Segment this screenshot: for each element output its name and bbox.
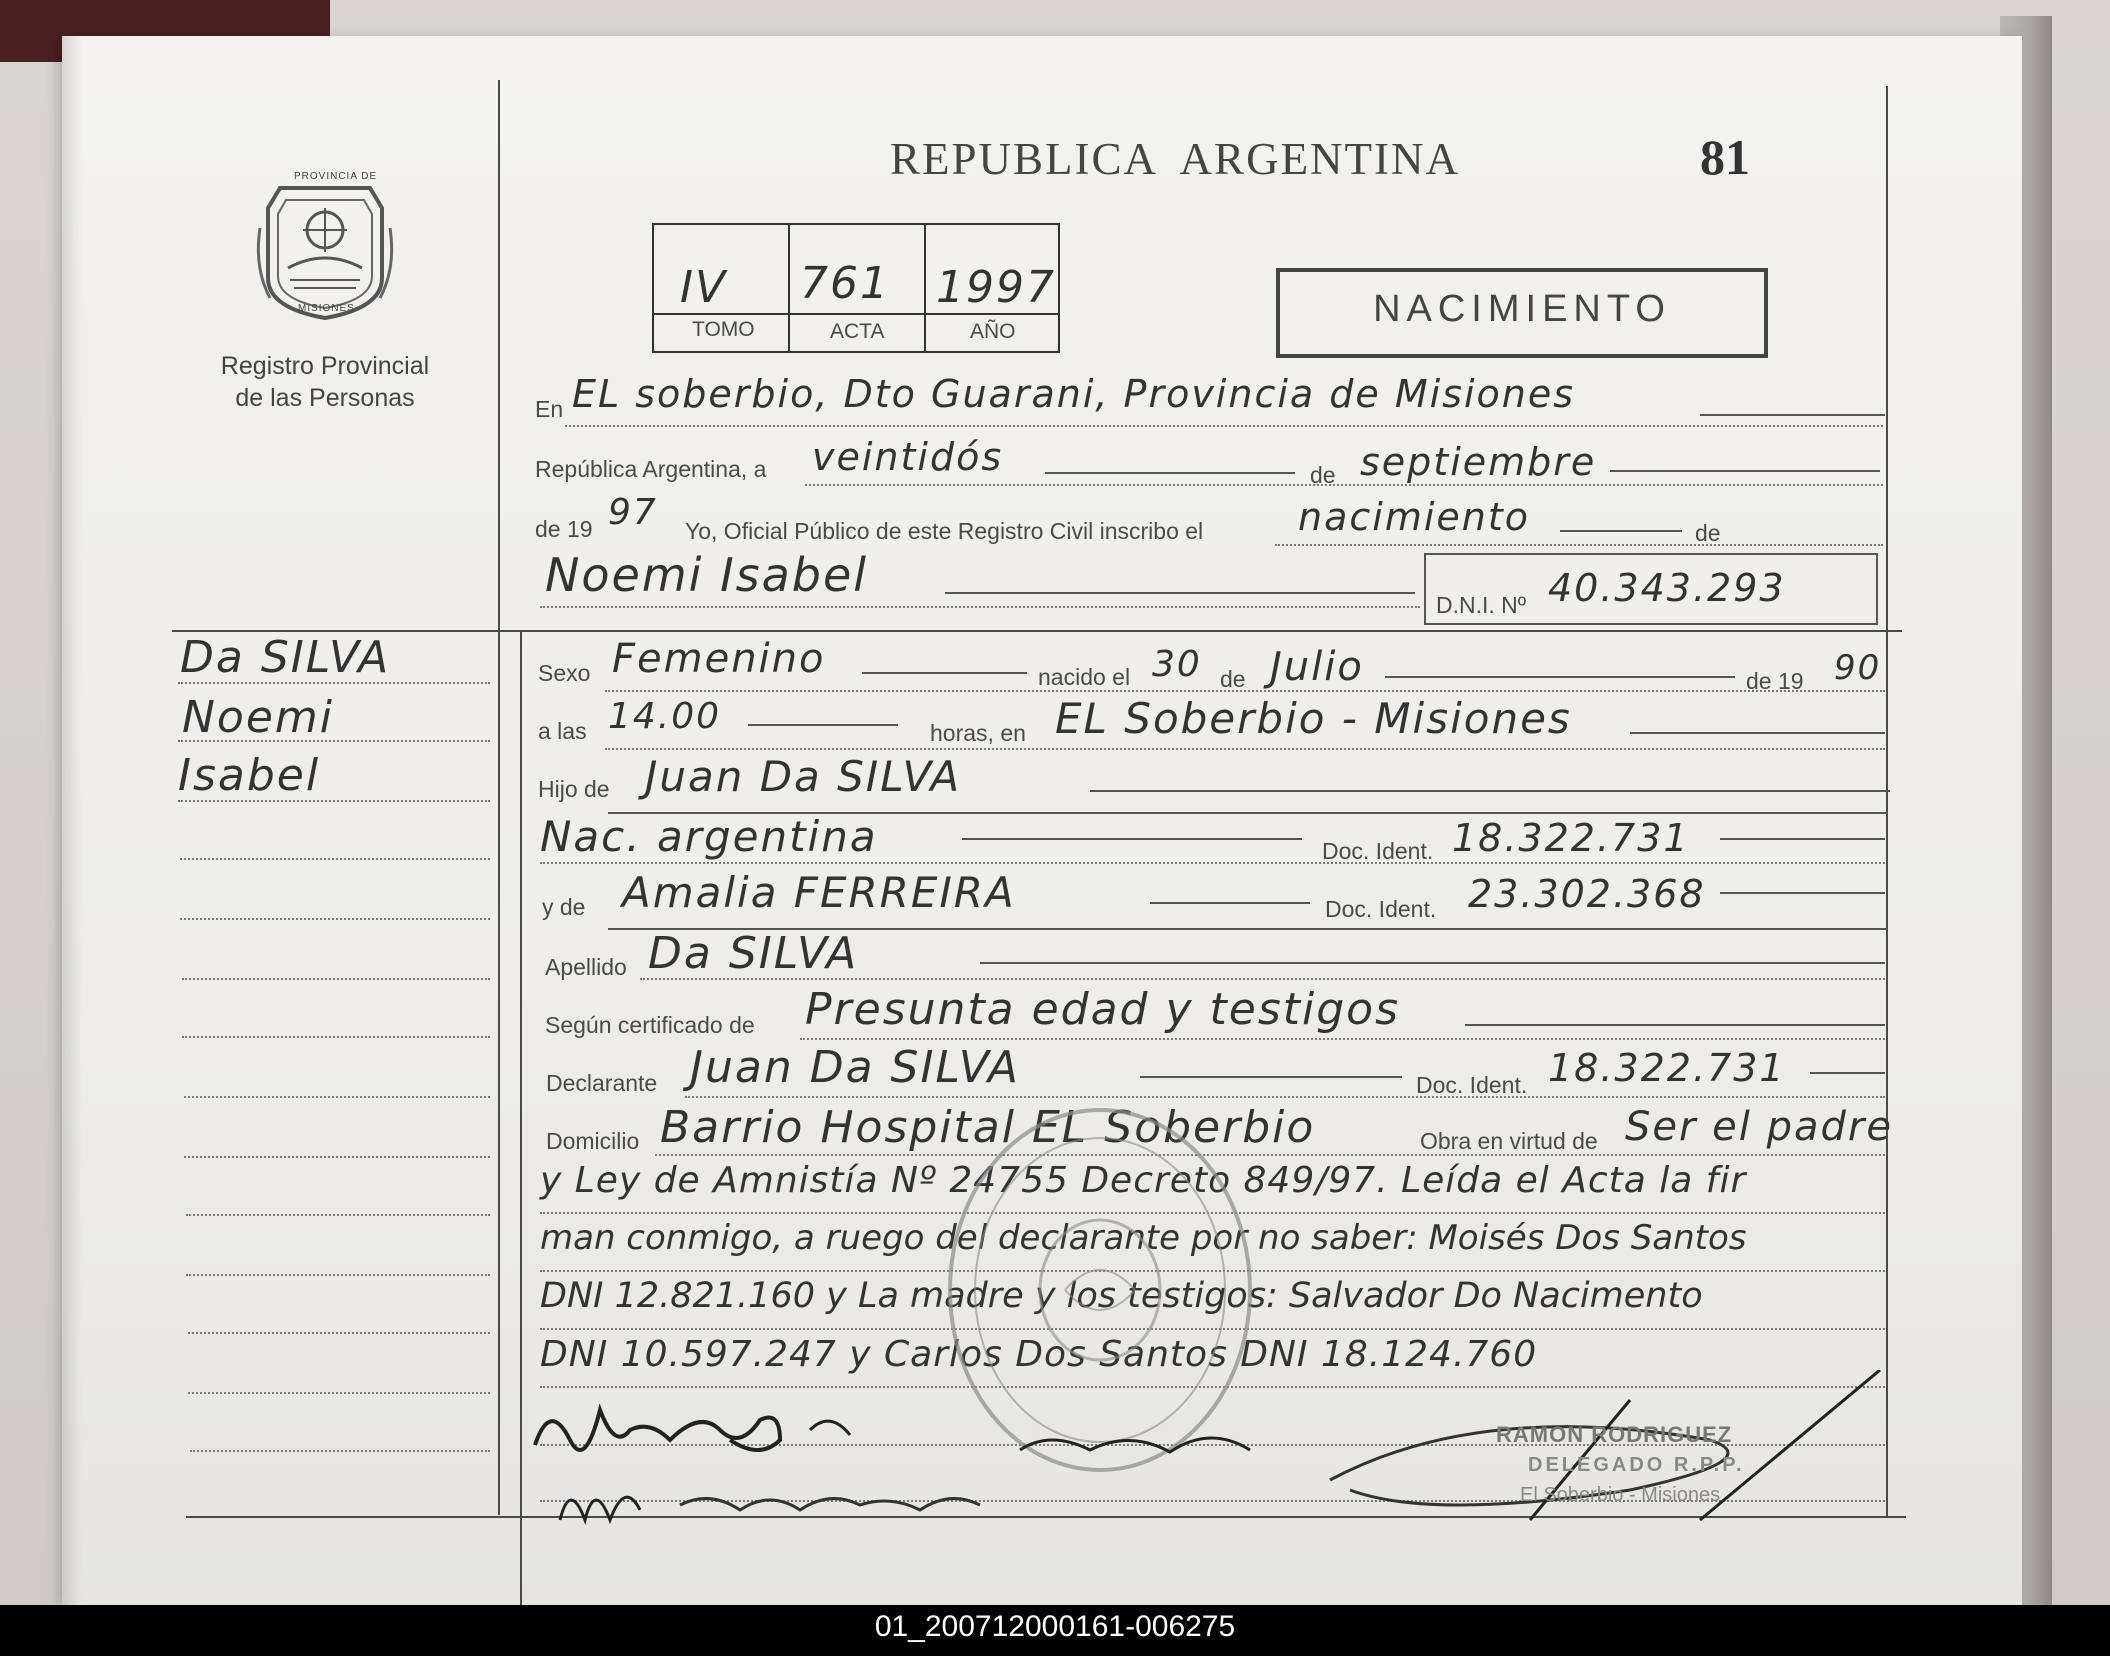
fill-line: [1385, 676, 1735, 678]
label-republica-a: República Argentina, a: [535, 456, 767, 482]
record-box-divider-1: [788, 225, 790, 352]
margin-apellido: Da SILVA: [180, 632, 391, 683]
registry-name: [180, 350, 470, 414]
margin-dotted-line: [184, 1096, 490, 1098]
dotted-line: [1275, 544, 1883, 546]
stamp-name: RAMON RODRIGUEZ: [1496, 1422, 1733, 1447]
hand-domicilio: Barrio Hospital EL Soberbio: [660, 1102, 1316, 1153]
label-de-month: de: [1220, 666, 1246, 692]
label-y-de: y de: [542, 894, 586, 920]
dotted-line: [685, 1096, 1885, 1098]
fill-line: [862, 672, 1027, 674]
ano-label: AÑO: [970, 320, 1016, 343]
acta-label: ACTA: [830, 320, 885, 343]
hand-dni: 40.343.293: [1548, 566, 1786, 610]
fill-line: [1720, 892, 1885, 894]
dotted-line: [805, 484, 1883, 486]
fill-line: [945, 592, 1415, 594]
margin-dotted-line: [186, 1274, 490, 1276]
hand-nacionalidad: Nac. argentina: [540, 812, 878, 861]
fill-line: [1150, 902, 1310, 904]
hand-obs-line4: DNI 10.597.247 y Carlos Dos Santos DNI 18.124.760: [540, 1334, 1538, 1375]
label-domicilio: Domicilio: [546, 1128, 640, 1154]
dotted-line: [640, 978, 1885, 980]
hand-anio: 97: [608, 492, 658, 533]
label-segun-certificado: Según certificado de: [545, 1012, 755, 1038]
fill-line: [1090, 790, 1890, 792]
fill-line: [1720, 838, 1885, 840]
document-type: NACIMIENTO: [1373, 288, 1671, 330]
country-title: REPUBLICA ARGENTINA: [890, 134, 1461, 184]
image-id-caption: 01_200712000161-006275: [874, 1610, 1236, 1643]
hand-lugar-nac: EL Soberbio - Misiones: [1055, 694, 1572, 743]
label-de-after: de: [1695, 520, 1721, 546]
fill-line: [1610, 470, 1880, 472]
dotted-line: [540, 862, 1885, 864]
stamp-place: El Soberbio - Misiones: [1520, 1484, 1721, 1506]
label-apellido: Apellido: [545, 954, 627, 980]
label-horas-en: horas, en: [930, 720, 1026, 746]
dotted-line: [655, 1154, 1885, 1156]
hand-obs-line1: y Ley de Amnistía Nº 24755 Decreto 849/97. Leída el Acta la fir: [540, 1160, 1747, 1201]
tomo-value: IV: [680, 262, 728, 313]
registry-name-line2: de las Personas: [235, 384, 415, 412]
hand-obs-line2: man conmigo, a ruego del declarante por no saber: Moisés Dos Santos: [540, 1218, 1747, 1258]
label-a-las: a las: [538, 718, 587, 744]
page-number: 81: [1700, 129, 1750, 185]
hand-madre: Amalia FERREIRA: [622, 868, 1016, 917]
fill-line: [962, 838, 1302, 840]
hand-declarante: Juan Da SILVA: [690, 1042, 1020, 1093]
margin-dotted-line: [180, 918, 490, 920]
page-gutter-shadow: [62, 36, 82, 1605]
hand-lugar: EL soberbio, Dto Guarani, Provincia de Misiones: [572, 372, 1576, 416]
record-box-divider-2: [924, 225, 926, 352]
hand-mes: septiembre: [1360, 440, 1597, 484]
margin-dotted-line: [186, 1214, 490, 1216]
margin-nombre2: Isabel: [178, 750, 321, 801]
hand-doc-padre: 18.322.731: [1452, 816, 1690, 860]
margin-dotted-line: [182, 978, 490, 980]
stamp-title: DELEGADO R.P.P.: [1528, 1454, 1745, 1476]
tomo-label: TOMO: [692, 318, 755, 341]
label-yo-oficial: Yo, Oficial Público de este Registro Civil inscribo el: [685, 518, 1204, 544]
label-doc-ident-2: Doc. Ident.: [1325, 896, 1437, 922]
seal-emblem-icon: [250, 168, 400, 323]
margin-dotted-line: [178, 682, 490, 684]
header-separator-line: [172, 630, 1902, 632]
record-box-label-line: [654, 313, 1058, 315]
hand-doc-madre: 23.302.368: [1468, 872, 1706, 916]
margin-dotted-line: [180, 858, 490, 860]
label-en: En: [535, 396, 564, 422]
dotted-line: [540, 606, 1420, 608]
margin-dotted-line: [182, 1036, 490, 1038]
label-hijo-de: Hijo de: [538, 776, 610, 802]
hand-doc-declarante: 18.322.731: [1548, 1046, 1786, 1090]
label-de-19: de 19: [535, 516, 593, 542]
hand-sexo: Femenino: [612, 636, 826, 682]
fill-line: [1045, 472, 1295, 474]
label-nacido-el: nacido el: [1038, 664, 1131, 690]
right-frame-line: [1886, 86, 1888, 1516]
dotted-line: [565, 425, 1883, 427]
fill-line: [748, 724, 898, 726]
fill-line: [1630, 732, 1885, 734]
hand-apellido: Da SILVA: [648, 928, 859, 979]
registry-seal: [250, 168, 400, 323]
label-declarante: Declarante: [546, 1070, 658, 1096]
hand-dia-nac: 30: [1152, 644, 1202, 685]
left-column-divider: [498, 80, 500, 1515]
margin-dotted-line: [188, 1392, 490, 1394]
acta-value: 761: [800, 258, 890, 309]
label-de-19-birth: de 19: [1746, 668, 1804, 694]
hand-padre: Juan Da SILVA: [645, 752, 962, 801]
label-obra-virtud: Obra en virtud de: [1420, 1128, 1598, 1154]
hand-acto: nacimiento: [1298, 495, 1531, 539]
fill-line: [1810, 1072, 1885, 1074]
margin-dotted-line: [178, 800, 490, 802]
hand-obra: Ser el padre: [1625, 1104, 1893, 1150]
label-sexo: Sexo: [538, 660, 591, 686]
seal-top-text: PROVINCIA DE: [294, 171, 378, 182]
margin-dotted-line: [188, 1332, 490, 1334]
hand-obs-line3: DNI 12.821.160 y La madre y los testigos: Salvador Do Nacimento: [540, 1276, 1703, 1316]
fill-line: [980, 962, 1885, 964]
registry-name-line1: Registro Provincial: [220, 352, 430, 380]
margin-dotted-line: [184, 1156, 490, 1158]
margin-nombre1: Noemi: [182, 692, 334, 743]
label-doc-ident-3: Doc. Ident.: [1416, 1072, 1528, 1098]
fill-line: [1465, 1024, 1885, 1026]
label-dni: D.N.I. Nº: [1436, 592, 1527, 618]
dotted-line: [605, 690, 1885, 692]
hand-certificado: Presunta edad y testigos: [805, 984, 1400, 1035]
hand-mes-nac: Julio: [1270, 644, 1364, 690]
label-doc-ident-1: Doc. Ident.: [1322, 838, 1434, 864]
fill-line: [1700, 414, 1885, 416]
hand-dia: veintidós: [812, 435, 1004, 479]
fill-line: [1140, 1076, 1402, 1078]
margin-dotted-line: [190, 1450, 490, 1452]
body-column-divider: [520, 630, 522, 1605]
fill-line: [1560, 530, 1682, 532]
margin-dotted-line: [178, 740, 490, 742]
hand-anio-nac: 90: [1834, 648, 1882, 688]
hand-hora: 14.00: [608, 696, 722, 737]
dotted-line: [605, 748, 1885, 750]
hand-nombre: Noemi Isabel: [545, 548, 869, 602]
dotted-line: [800, 1038, 1885, 1040]
label-de: de: [1310, 462, 1336, 488]
ano-value: 1997: [936, 262, 1056, 313]
seal-bottom-text: MISIONES: [298, 303, 355, 314]
